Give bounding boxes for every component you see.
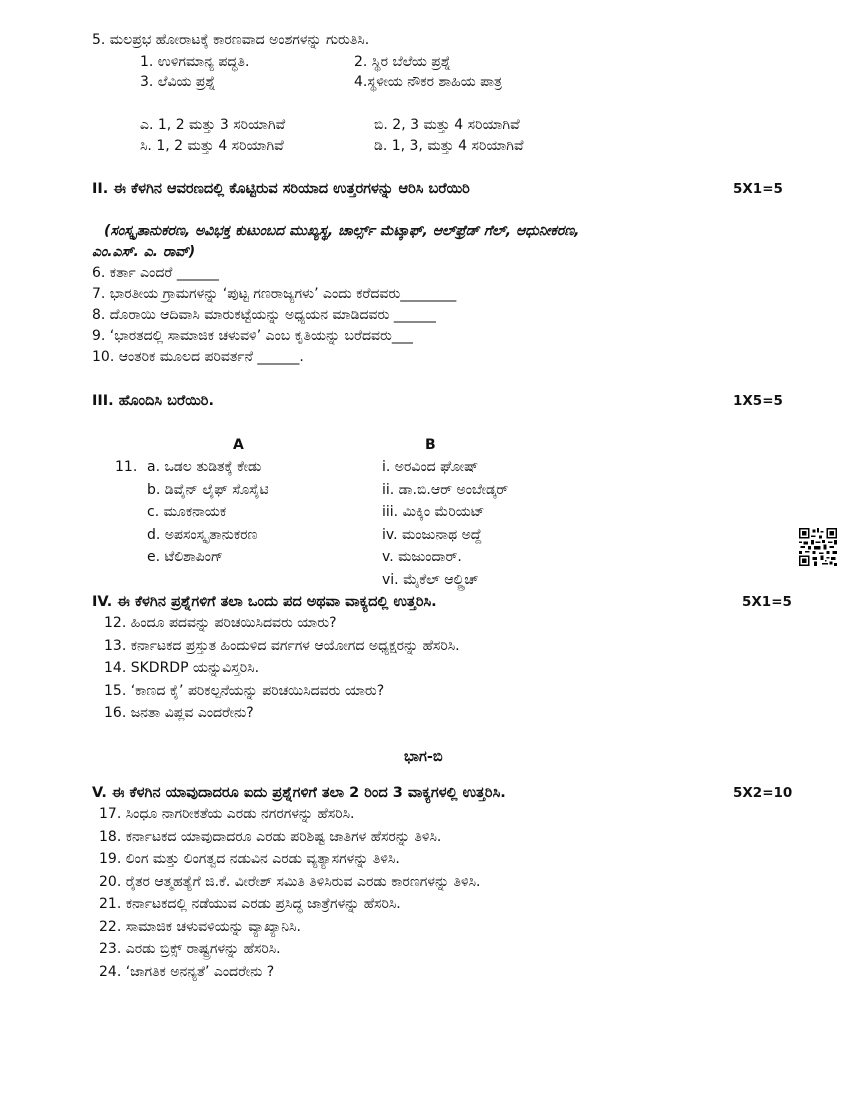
- match-b-item: v. ಮಜುಂದಾರ್.: [382, 549, 462, 565]
- short-answer-question: 13. ಕರ್ನಾಟಕದ ಪ್ರಸ್ತುತ ಹಿಂದುಳಿದ ವರ್ಗಗಳ ಆಯೋಗದ ಅಧ್ಯಕ್ಷರನ್ನು ಹೆಸರಿಸಿ.: [104, 638, 460, 654]
- q5-item: 4.ಸ್ಥಳೀಯ ನೌಕರ ಶಾಹಿಯ ಪಾತ್ರ: [354, 74, 503, 90]
- fill-blank-question: 8. ದೊರಾಯಿ ಆದಿವಾಸಿ ಮಾರುಕಟ್ಟೆಯನ್ನು ಅಧ್ಯಯನ ಮಾಡಿದವರು ______: [92, 307, 436, 323]
- fill-blank-question: 10. ಆಂತರಿಕ ಮೂಲದ ಪರಿವರ್ತನೆ ______.: [92, 349, 304, 365]
- match-question-number: 11.: [115, 459, 138, 475]
- section-2-marks: 5X1=5: [733, 181, 783, 197]
- match-b-item: vi. ಮೈಕೆಲ್ ಆಲ್ಡ್ರಿಚ್: [382, 572, 479, 588]
- two-mark-question: 20. ರೈತರ ಆತ್ಮಹತ್ಯೆಗೆ ಜಿ.ಕೆ. ವೀರೇಶ್ ಸಮಿತಿ ತಿಳಿಸಿರುವ ಎರಡು ಕಾರಣಗಳನ್ನು ತಿಳಿಸಿ.: [99, 874, 481, 890]
- fill-blank-question: 7. ಭಾರತೀಯ ಗ್ರಾಮಗಳನ್ನು ‘ಪುಟ್ಟ ಗಣರಾಜ್ಯಗಳು’ ಎಂದು ಕರೆದವರು________: [92, 286, 457, 302]
- two-mark-question: 21. ಕರ್ನಾಟಕದಲ್ಲಿ ನಡೆಯುವ ಎರಡು ಪ್ರಸಿದ್ಧ ಜಾತ್ರೆಗಳನ್ನು ಹೆಸರಿಸಿ.: [99, 896, 401, 912]
- q5-item: 1. ಉಳಿಗಮಾನ್ಯ ಪದ್ಧತಿ.: [140, 54, 250, 70]
- match-b-item: iv. ಮಂಜುನಾಥ ಅದ್ದೆ: [382, 527, 482, 543]
- match-b-item: i. ಅರವಿಂದ ಘೋಷ್: [382, 459, 479, 475]
- short-answer-question: 12. ಹಿಂದೂ ಪದವನ್ನು ಪರಿಚಯಿಸಿದವರು ಯಾರು?: [104, 615, 337, 631]
- match-a-item: c. ಮೂಕನಾಯಕ: [147, 504, 227, 520]
- q5-option: ಡಿ. 1, 3, ಮತ್ತು 4 ಸರಿಯಾಗಿವೆ: [374, 138, 524, 154]
- match-b-item: ii. ಡಾ.ಬಿ.ಆರ್ ಅಂಬೇಡ್ಕರ್: [382, 482, 509, 498]
- section-3-marks: 1X5=5: [733, 393, 783, 409]
- section-5-title: V. ಈ ಕೆಳಗಿನ ಯಾವುದಾದರೂ ಐದು ಪ್ರಶ್ನೆಗಳಿಗೆ ತಲಾ 2 ರಿಂದ 3 ವಾಕ್ಯಗಳಲ್ಲಿ ಉತ್ತರಿಸಿ.: [92, 785, 506, 801]
- section-2-title: II. ಈ ಕೆಳಗಿನ ಆವರಣದಲ್ಲಿ ಕೊಟ್ಟಿರುವ ಸರಿಯಾದ ಉತ್ತರಗಳನ್ನು ಆರಿಸಿ ಬರೆಯಿರಿ: [92, 181, 470, 197]
- two-mark-question: 24. ‘ಜಾಗತಿಕ ಅನನ್ಯತೆ’ ಎಂದರೇನು ?: [99, 964, 275, 980]
- match-b-item: iii. ಮಿಕ್ಕಿಂ ಮೆರಿಯಟ್: [382, 504, 485, 520]
- qr-code-icon: [799, 528, 837, 566]
- match-a-item: a. ಒಡಲ ತುಡಿತಕ್ಕೆ ಕೇಡು: [147, 459, 262, 475]
- two-mark-question: 19. ಲಿಂಗ ಮತ್ತು ಲಿಂಗತ್ವದ ನಡುವಿನ ಎರಡು ವ್ಯತ್ಯಾಸಗಳನ್ನು ತಿಳಿಸಿ.: [99, 851, 400, 867]
- section-2-choices-cont: ಎಂ.ಎಸ್. ಎ. ರಾವ್): [92, 244, 196, 260]
- q5-item: 2. ಸ್ಥಿರ ಬೆಲೆಯ ಪ್ರಶ್ನೆ: [354, 54, 451, 70]
- short-answer-question: 15. ‘ಕಾಣದ ಕೈ’ ಪರಿಕಲ್ಪನೆಯನ್ನು ಪರಿಚಯಿಸಿದವರು ಯಾರು?: [104, 683, 385, 699]
- two-mark-question: 23. ಎರಡು ಬ್ರಿಕ್ಸ್ ರಾಷ್ಟ್ರಗಳನ್ನು ಹೆಸರಿಸಿ.: [99, 941, 281, 957]
- section-4-title: IV. ಈ ಕೆಳಗಿನ ಪ್ರಶ್ನೆಗಳಿಗೆ ತಲಾ ಒಂದು ಪದ ಅಥವಾ ವಾಕ್ಯದಲ್ಲಿ ಉತ್ತರಿಸಿ.: [92, 594, 437, 610]
- two-mark-question: 22. ಸಾಮಾಜಿಕ ಚಳುವಳಿಯನ್ನು ವ್ಯಾಖ್ಯಾನಿಸಿ.: [99, 919, 301, 935]
- short-answer-question: 14. SKDRDP ಯನ್ನುವಿಸ್ತರಿಸಿ.: [104, 660, 260, 676]
- match-a-item: d. ಅಪಸಂಸ್ಕೃತಾನುಕರಣ: [147, 527, 258, 543]
- column-a-heading: A: [233, 437, 244, 453]
- match-a-item: b. ಡಿವೈನ್ ಲೈಫ್ ಸೊಸೈಟಿ: [147, 482, 269, 498]
- section-5-marks: 5X2=10: [733, 785, 793, 801]
- q5-option: ಎ. 1, 2 ಮತ್ತು 3 ಸರಿಯಾಗಿವೆ: [140, 117, 286, 133]
- fill-blank-question: 6. ಕರ್ತಾ ಎಂದರೆ ______: [92, 265, 219, 281]
- part-b-title: ಭಾಗ-ಬಿ: [404, 749, 443, 765]
- two-mark-question: 18. ಕರ್ನಾಟಕದ ಯಾವುದಾದರೂ ಎರಡು ಪರಿಶಿಷ್ಟ ಜಾತಿಗಳ ಹೆಸರನ್ನು ತಿಳಿಸಿ.: [99, 829, 442, 845]
- match-a-item: e. ಟೆಲಿಶಾಪಿಂಗ್: [147, 549, 224, 565]
- section-3-title: III. ಹೊಂದಿಸಿ ಬರೆಯಿರಿ.: [92, 393, 214, 409]
- q5-item: 3. ಲೆವಿಯ ಪ್ರಶ್ನೆ: [140, 74, 216, 90]
- q5-question: 5. ಮಲಪ್ರಭ ಹೋರಾಟಕ್ಕೆ ಕಾರಣವಾದ ಅಂಶಗಳನ್ನು ಗುರುತಿಸಿ.: [92, 32, 370, 48]
- fill-blank-question: 9. ‘ಭಾರತದಲ್ಲಿ ಸಾಮಾಜಿಕ ಚಳುವಳಿ’ ಎಂಬ ಕೃತಿಯನ್ನು ಬರೆದವರು___: [92, 328, 413, 344]
- section-4-marks: 5X1=5: [742, 594, 792, 610]
- q5-option: ಬಿ. 2, 3 ಮತ್ತು 4 ಸರಿಯಾಗಿವೆ: [374, 117, 520, 133]
- column-b-heading: B: [425, 437, 436, 453]
- q5-option: ಸಿ. 1, 2 ಮತ್ತು 4 ಸರಿಯಾಗಿವೆ: [140, 138, 284, 154]
- section-2-choices: (ಸಂಸ್ಕೃತಾನುಕರಣ, ಅವಿಭಕ್ತ ಕುಟುಂಬದ ಮುಖ್ಯಸ್ಥ, ಚಾರ್ಲ್ಸ್ ಮೆಟ್ಕಾಫ್, ಆಲ್‌ಫ್ರೆಡ್ ಗೆಲ್, ಆಧುನೀಕರಣ,: [104, 223, 580, 239]
- short-answer-question: 16. ಜನತಾ ವಿಪ್ಲವ ಎಂದರೇನು?: [104, 705, 254, 721]
- two-mark-question: 17. ಸಿಂಧೂ ನಾಗರೀಕತೆಯ ಎರಡು ನಗರಗಳನ್ನು ಹೆಸರಿಸಿ.: [99, 806, 355, 822]
